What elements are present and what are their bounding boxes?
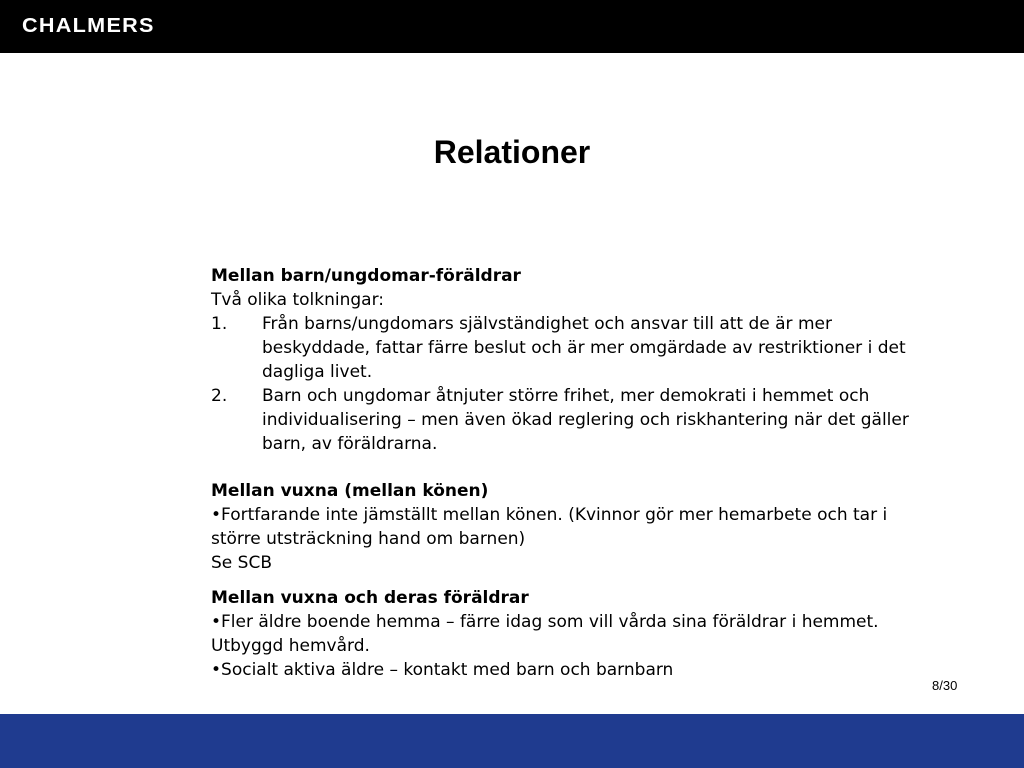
list-number: 1. — [211, 314, 228, 334]
list-number: 2. — [211, 386, 228, 406]
bullet-line: Se SCB — [211, 553, 272, 573]
bullet-line: •Fler äldre boende hemma – färre idag som vill vårda sina föräldrar i hemmet. Utbyggd hemvård. — [211, 612, 879, 656]
header-bar — [0, 0, 1024, 53]
slide-title: Relationer — [433, 134, 591, 170]
section-barn-foraldrar — [211, 264, 911, 456]
list-item — [211, 384, 911, 456]
page-number: 8/30 — [932, 678, 958, 693]
chalmers-logo: CHALMERS — [22, 15, 155, 37]
section-heading: Mellan barn/ungdomar-föräldrar — [211, 266, 521, 286]
bullet-line: •Socialt aktiva äldre – kontakt med barn och barnbarn — [211, 660, 674, 680]
numbered-list — [211, 312, 911, 456]
section-intro: Två olika tolkningar: — [211, 290, 385, 310]
section-vuxna-foraldrar — [211, 586, 911, 682]
section-vuxna-konen — [211, 479, 911, 575]
list-item-text: Från barns/ungdomars självständighet och ansvar till att de är mer beskyddade, fattar färre beslut och är mer omgärdade av restriktioner i det dagliga livet. — [262, 314, 906, 382]
list-item — [211, 312, 911, 384]
slide-body — [211, 264, 911, 682]
footer-bar — [0, 714, 1024, 768]
section-heading: Mellan vuxna (mellan könen) — [211, 481, 489, 501]
list-item-text: Barn och ungdomar åtnjuter större frihet, mer demokrati i hemmet och individualisering – men även ökad reglering och riskhantering när det gäller barn, av föräldrarna. — [262, 386, 909, 454]
bullet-line: •Fortfarande inte jämställt mellan könen. (Kvinnor gör mer hemarbete och tar i större utsträckning hand om barnen) — [211, 505, 888, 549]
section-heading: Mellan vuxna och deras föräldrar — [211, 588, 529, 608]
